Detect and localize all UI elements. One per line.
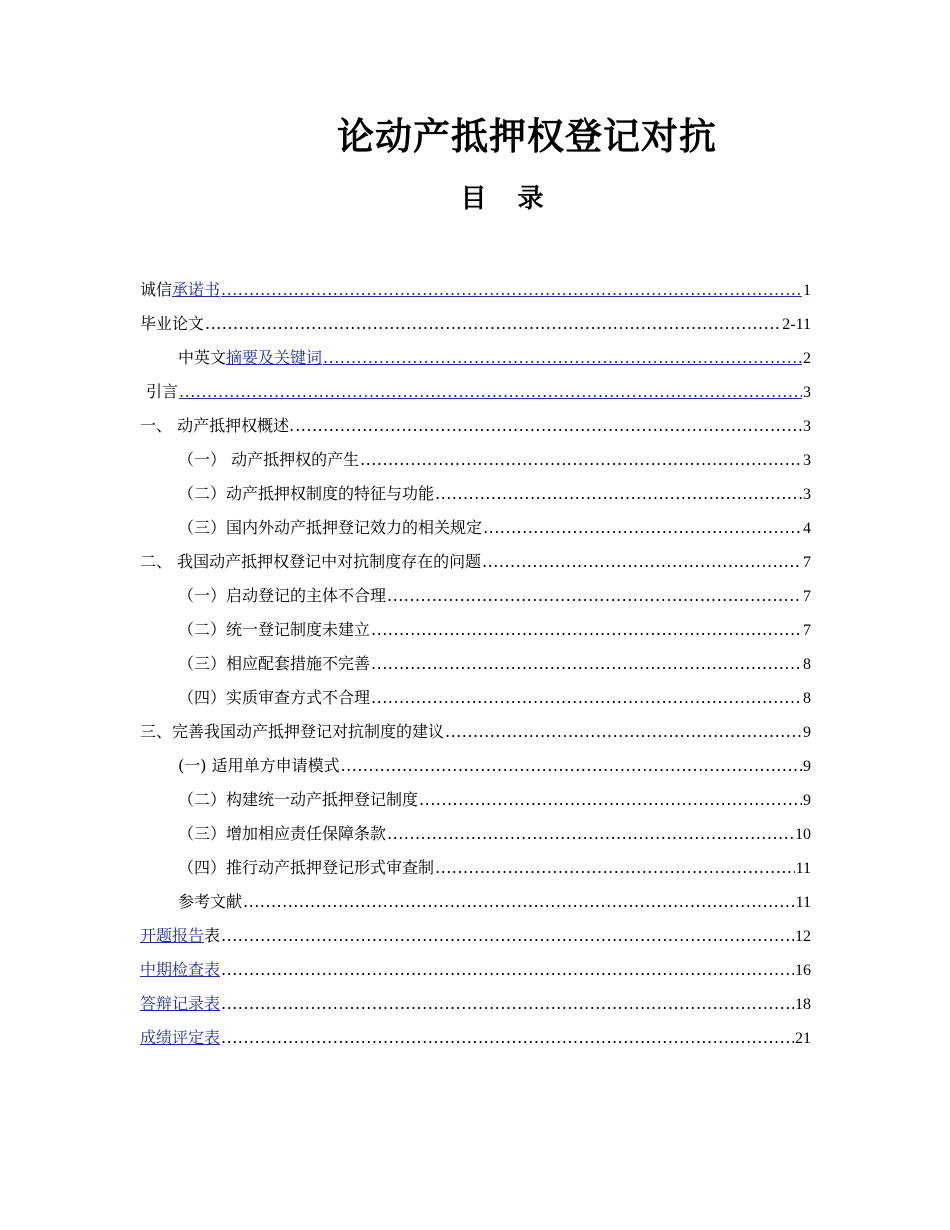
toc-entry[interactable] xyxy=(140,987,811,1021)
toc-page-number: 11 xyxy=(795,894,811,911)
toc-entry-text: （二）构建统一动产抵押登记制度 xyxy=(178,790,419,809)
toc-leader-dots xyxy=(435,477,802,511)
toc-entry-text: 三、完善我国动产抵押登记对抗制度的建议 xyxy=(140,722,445,741)
toc-page-number: 9 xyxy=(803,724,811,741)
toc-entry-text: （三）增加相应责任保障条款 xyxy=(178,824,387,843)
toc-entry-link[interactable]: 答辩记录表 xyxy=(140,994,221,1013)
toc-entry[interactable] xyxy=(140,919,811,953)
toc-entry[interactable] xyxy=(140,409,811,443)
toc-page-number: 3 xyxy=(803,418,811,435)
toc-entry-label xyxy=(178,511,482,545)
toc-leader-dots xyxy=(435,851,795,885)
toc-entry-text: 毕业论文 xyxy=(140,314,205,333)
toc-entry-text: 一、 动产抵押权概述. xyxy=(140,416,295,435)
toc-entry-label xyxy=(178,749,340,783)
toc-leader-dots xyxy=(221,987,794,1021)
toc-entry-text: （三）国内外动产抵押登记效力的相关规定 xyxy=(178,518,483,537)
toc-leader-dots xyxy=(205,307,781,341)
toc-entry[interactable] xyxy=(140,715,811,749)
toc-page-number: 1 xyxy=(803,282,811,299)
toc-leader-dots xyxy=(243,885,795,919)
toc-entry[interactable] xyxy=(140,953,811,987)
toc-entry-label xyxy=(178,443,359,477)
toc-entry-text: 诚信 xyxy=(140,280,173,299)
toc-leader-dots xyxy=(419,783,802,817)
toc-entry-label xyxy=(178,851,434,885)
toc-entry-label xyxy=(140,307,204,341)
toc-leader-dots xyxy=(387,817,794,851)
toc-entry-link[interactable]: 成绩评定表 xyxy=(140,1028,221,1047)
toc-leader-dots xyxy=(482,545,802,579)
toc-leader-dots xyxy=(360,443,802,477)
toc-leader-dots xyxy=(221,1021,794,1055)
toc-entry-text: （一）启动登记的主体不合理 xyxy=(178,586,387,605)
toc-entry-text: 参考文献 xyxy=(178,892,243,911)
toc-entry-label xyxy=(178,817,386,851)
toc-page-number: 3 xyxy=(803,384,811,401)
toc-page-number: 3 xyxy=(803,486,811,503)
toc-entry-label xyxy=(140,919,220,953)
table-of-contents xyxy=(140,273,811,1055)
toc-entry-label xyxy=(178,477,434,511)
toc-page-number: 9 xyxy=(803,758,811,775)
toc-leader-dots xyxy=(371,647,802,681)
toc-page-number: 9 xyxy=(803,792,811,809)
toc-entry-text: （四）实质审查方式不合理 xyxy=(178,688,371,707)
toc-leader-dots xyxy=(221,273,802,307)
toc-entry-label xyxy=(178,341,322,375)
toc-entry[interactable] xyxy=(140,647,811,681)
toc-entry[interactable] xyxy=(140,545,811,579)
toc-leader-dots xyxy=(295,409,802,443)
toc-page-number: 8 xyxy=(803,690,811,707)
toc-entry-text: （四）推行动产抵押登记形式审查制 xyxy=(178,858,435,877)
document-title: 论动产抵押权登记对抗 xyxy=(337,115,717,158)
toc-entry-text: （二）统一登记制度未建立 xyxy=(178,620,371,639)
toc-entry[interactable] xyxy=(140,511,811,545)
toc-page-number: 18 xyxy=(795,996,811,1013)
toc-entry[interactable] xyxy=(140,885,811,919)
toc-entry[interactable] xyxy=(140,749,811,783)
toc-entry-label xyxy=(140,409,294,443)
toc-entry[interactable] xyxy=(140,443,811,477)
toc-entry[interactable] xyxy=(140,783,811,817)
toc-page-number: 7 xyxy=(803,588,811,605)
toc-entry-link[interactable]: 中期检查表 xyxy=(140,960,221,979)
toc-entry-label xyxy=(178,613,370,647)
toc-page-number: 7 xyxy=(803,622,811,639)
toc-leader-dots xyxy=(221,953,794,987)
toc-leader-dots xyxy=(371,613,802,647)
toc-entry-label xyxy=(140,715,444,749)
toc-entry-link[interactable]: 开题报告 xyxy=(140,926,205,945)
toc-entry[interactable] xyxy=(140,375,811,409)
toc-entry[interactable] xyxy=(140,1021,811,1055)
toc-page-number: 8 xyxy=(803,656,811,673)
toc-entry-label xyxy=(178,681,370,715)
toc-entry[interactable] xyxy=(140,273,811,307)
toc-page-number: 16 xyxy=(795,962,811,979)
toc-page-number: 12 xyxy=(795,928,811,945)
toc-page-number: 3 xyxy=(803,452,811,469)
toc-leader-dots xyxy=(371,681,802,715)
toc-entry[interactable] xyxy=(140,307,811,341)
toc-leader-dots xyxy=(221,919,794,953)
toc-entry-label xyxy=(140,1021,220,1055)
toc-heading: 目 录 xyxy=(460,184,544,214)
toc-page-number: 10 xyxy=(795,826,811,843)
toc-entry-label xyxy=(140,987,220,1021)
toc-entry-text: 引言 xyxy=(146,382,179,401)
toc-page-number: 11 xyxy=(795,860,811,877)
toc-entry-label xyxy=(178,647,370,681)
toc-entry-link[interactable]: 承诺书 xyxy=(172,280,221,299)
toc-entry[interactable] xyxy=(140,613,811,647)
toc-entry[interactable] xyxy=(140,341,811,375)
toc-entry-label xyxy=(178,783,418,817)
toc-entry-label xyxy=(140,545,481,579)
toc-entry[interactable] xyxy=(140,817,811,851)
toc-entry-text: （一） 动产抵押权的产生 xyxy=(178,450,360,469)
toc-entry-suffix: 表 xyxy=(204,926,221,945)
toc-entry-text: 中英文 xyxy=(178,348,227,367)
toc-leader-dots xyxy=(179,375,802,409)
toc-entry-label xyxy=(140,953,220,987)
toc-page-number: 4 xyxy=(803,520,811,537)
toc-leader-dots xyxy=(445,715,802,749)
toc-entry[interactable] xyxy=(140,477,811,511)
toc-leader-dots xyxy=(483,511,802,545)
toc-leader-dots xyxy=(341,749,802,783)
toc-leader-dots xyxy=(323,341,802,375)
toc-entry[interactable] xyxy=(140,681,811,715)
toc-page-number: 2-11 xyxy=(782,316,811,333)
toc-entry[interactable] xyxy=(140,851,811,885)
toc-entry-text: （二）动产抵押权制度的特征与功能 xyxy=(178,484,435,503)
toc-entry-label xyxy=(146,375,178,409)
toc-page-number: 7 xyxy=(803,554,811,571)
toc-page-number: 21 xyxy=(795,1030,811,1047)
toc-leader-dots xyxy=(387,579,802,613)
toc-entry-text: (一) 适用单方申请模式 xyxy=(178,756,340,775)
toc-page-number: 2 xyxy=(803,350,811,367)
toc-entry-label xyxy=(140,273,220,307)
toc-entry-text: 二、 我国动产抵押权登记中对抗制度存在的问题 xyxy=(140,552,482,571)
toc-entry-text: （三）相应配套措施不完善 xyxy=(178,654,371,673)
toc-entry-label xyxy=(178,579,386,613)
toc-entry-label xyxy=(178,885,242,919)
toc-entry-link[interactable]: 摘要及关键词 xyxy=(226,348,323,367)
toc-entry[interactable] xyxy=(140,579,811,613)
